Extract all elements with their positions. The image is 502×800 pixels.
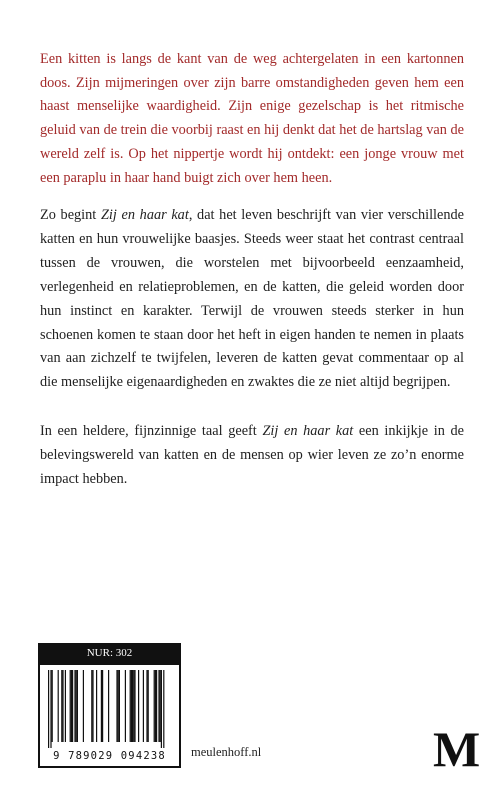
barcode-bar	[65, 670, 66, 742]
barcode-bar	[72, 670, 73, 742]
barcode-bar	[92, 670, 93, 742]
barcode-bar	[148, 670, 149, 742]
paragraph-2-intro: In een heldere, fijnzinnige taal geeft	[40, 423, 263, 439]
body-paragraph-1	[40, 204, 464, 395]
barcode-bar	[61, 670, 62, 742]
barcode-bar	[154, 670, 155, 742]
barcode-bar	[118, 670, 119, 742]
barcode-bar	[62, 670, 63, 742]
barcode-bar	[158, 670, 159, 742]
barcode-bar	[48, 670, 49, 748]
barcode-bar	[155, 670, 156, 742]
paragraph-1-text: , dat het leven beschrijft van vier verschillende katten en hun vrouwelijke baasjes. Steeds weer staat het contrast centraal tussen de vrouwen, die worstelen met bijvoorbeeld eenzaamheid, verlegenheid en relatieproblemen, en de katten, die geleid worden door hun instinct en karakter. Terwijl de vrouwen steeds sterker in hun schoenen komen te staan door het heft in eigen handen te nemen in plaats van aan zichzelf te twijfelen, leveren de katten gevat commentaar op al die menselijke eigenaardigheden en zwaktes die ze niet altijd begrijpen.	[40, 207, 464, 391]
barcode-bar	[96, 670, 97, 742]
barcode-bars	[46, 670, 173, 748]
nur-label: NUR: 302	[38, 643, 181, 663]
paragraph-1-intro: Zo begint	[40, 207, 101, 223]
paragraph-2-text: een inkijkje in de belevingswereld van katten en de mensen op wier leven ze zo’n enorme impact hebben.	[40, 423, 464, 487]
barcode-bar	[58, 670, 59, 742]
barcode-bar	[83, 670, 84, 742]
barcode-bar	[125, 670, 126, 742]
barcode-bar	[74, 670, 75, 742]
isbn-barcode	[38, 663, 181, 768]
barcode-bar	[156, 670, 157, 742]
barcode-bar	[134, 670, 135, 742]
isbn-number: 9 789029 094238	[53, 750, 166, 762]
barcode-bar	[130, 670, 131, 742]
body-paragraph-2	[40, 420, 464, 492]
barcode-bar	[146, 670, 147, 742]
blurb-red: Een kitten is langs de kant van de weg achtergelaten in een kartonnen doos. Zijn mijmeringen over zijn barre omstandigheden geven hem een haast menselijke waardigheid. Zijn enige gezelschap is het ritmische geluid van de trein die voorbij raast en hij denkt dat het de hartslag van de wereld zelf is. Op het nippertje wordt hij ontdekt: een jonge vrouw met een paraplu in haar hand buigt zich over hem heen.	[40, 51, 464, 186]
barcode-bar	[116, 670, 117, 742]
barcode-bar	[132, 670, 133, 742]
paragraph-2-book-title: Zij en haar kat	[262, 423, 354, 439]
barcode-bar	[131, 670, 132, 742]
barcode-bar	[71, 670, 72, 742]
barcode-bar	[160, 670, 161, 742]
paragraph-1-book-title: Zij en haar kat	[100, 207, 189, 223]
publisher-url: meulenhoff.nl	[191, 745, 262, 759]
barcode-bar	[91, 670, 92, 742]
barcode-bar	[70, 670, 71, 742]
barcode-bar	[52, 670, 53, 742]
barcode-bar	[161, 670, 162, 748]
barcode-bar	[108, 670, 109, 742]
barcode-bar	[77, 670, 78, 742]
barcode-bar	[143, 670, 144, 742]
barcode-bar	[76, 670, 77, 742]
barcode-bar	[50, 670, 51, 748]
barcode-bar	[102, 670, 103, 742]
barcode-bar	[133, 670, 134, 742]
publisher-logo: M	[433, 721, 481, 777]
barcode-bar	[163, 670, 164, 748]
barcode-bar	[119, 670, 120, 742]
barcode-bar	[101, 670, 102, 742]
barcode-bar	[138, 670, 139, 742]
